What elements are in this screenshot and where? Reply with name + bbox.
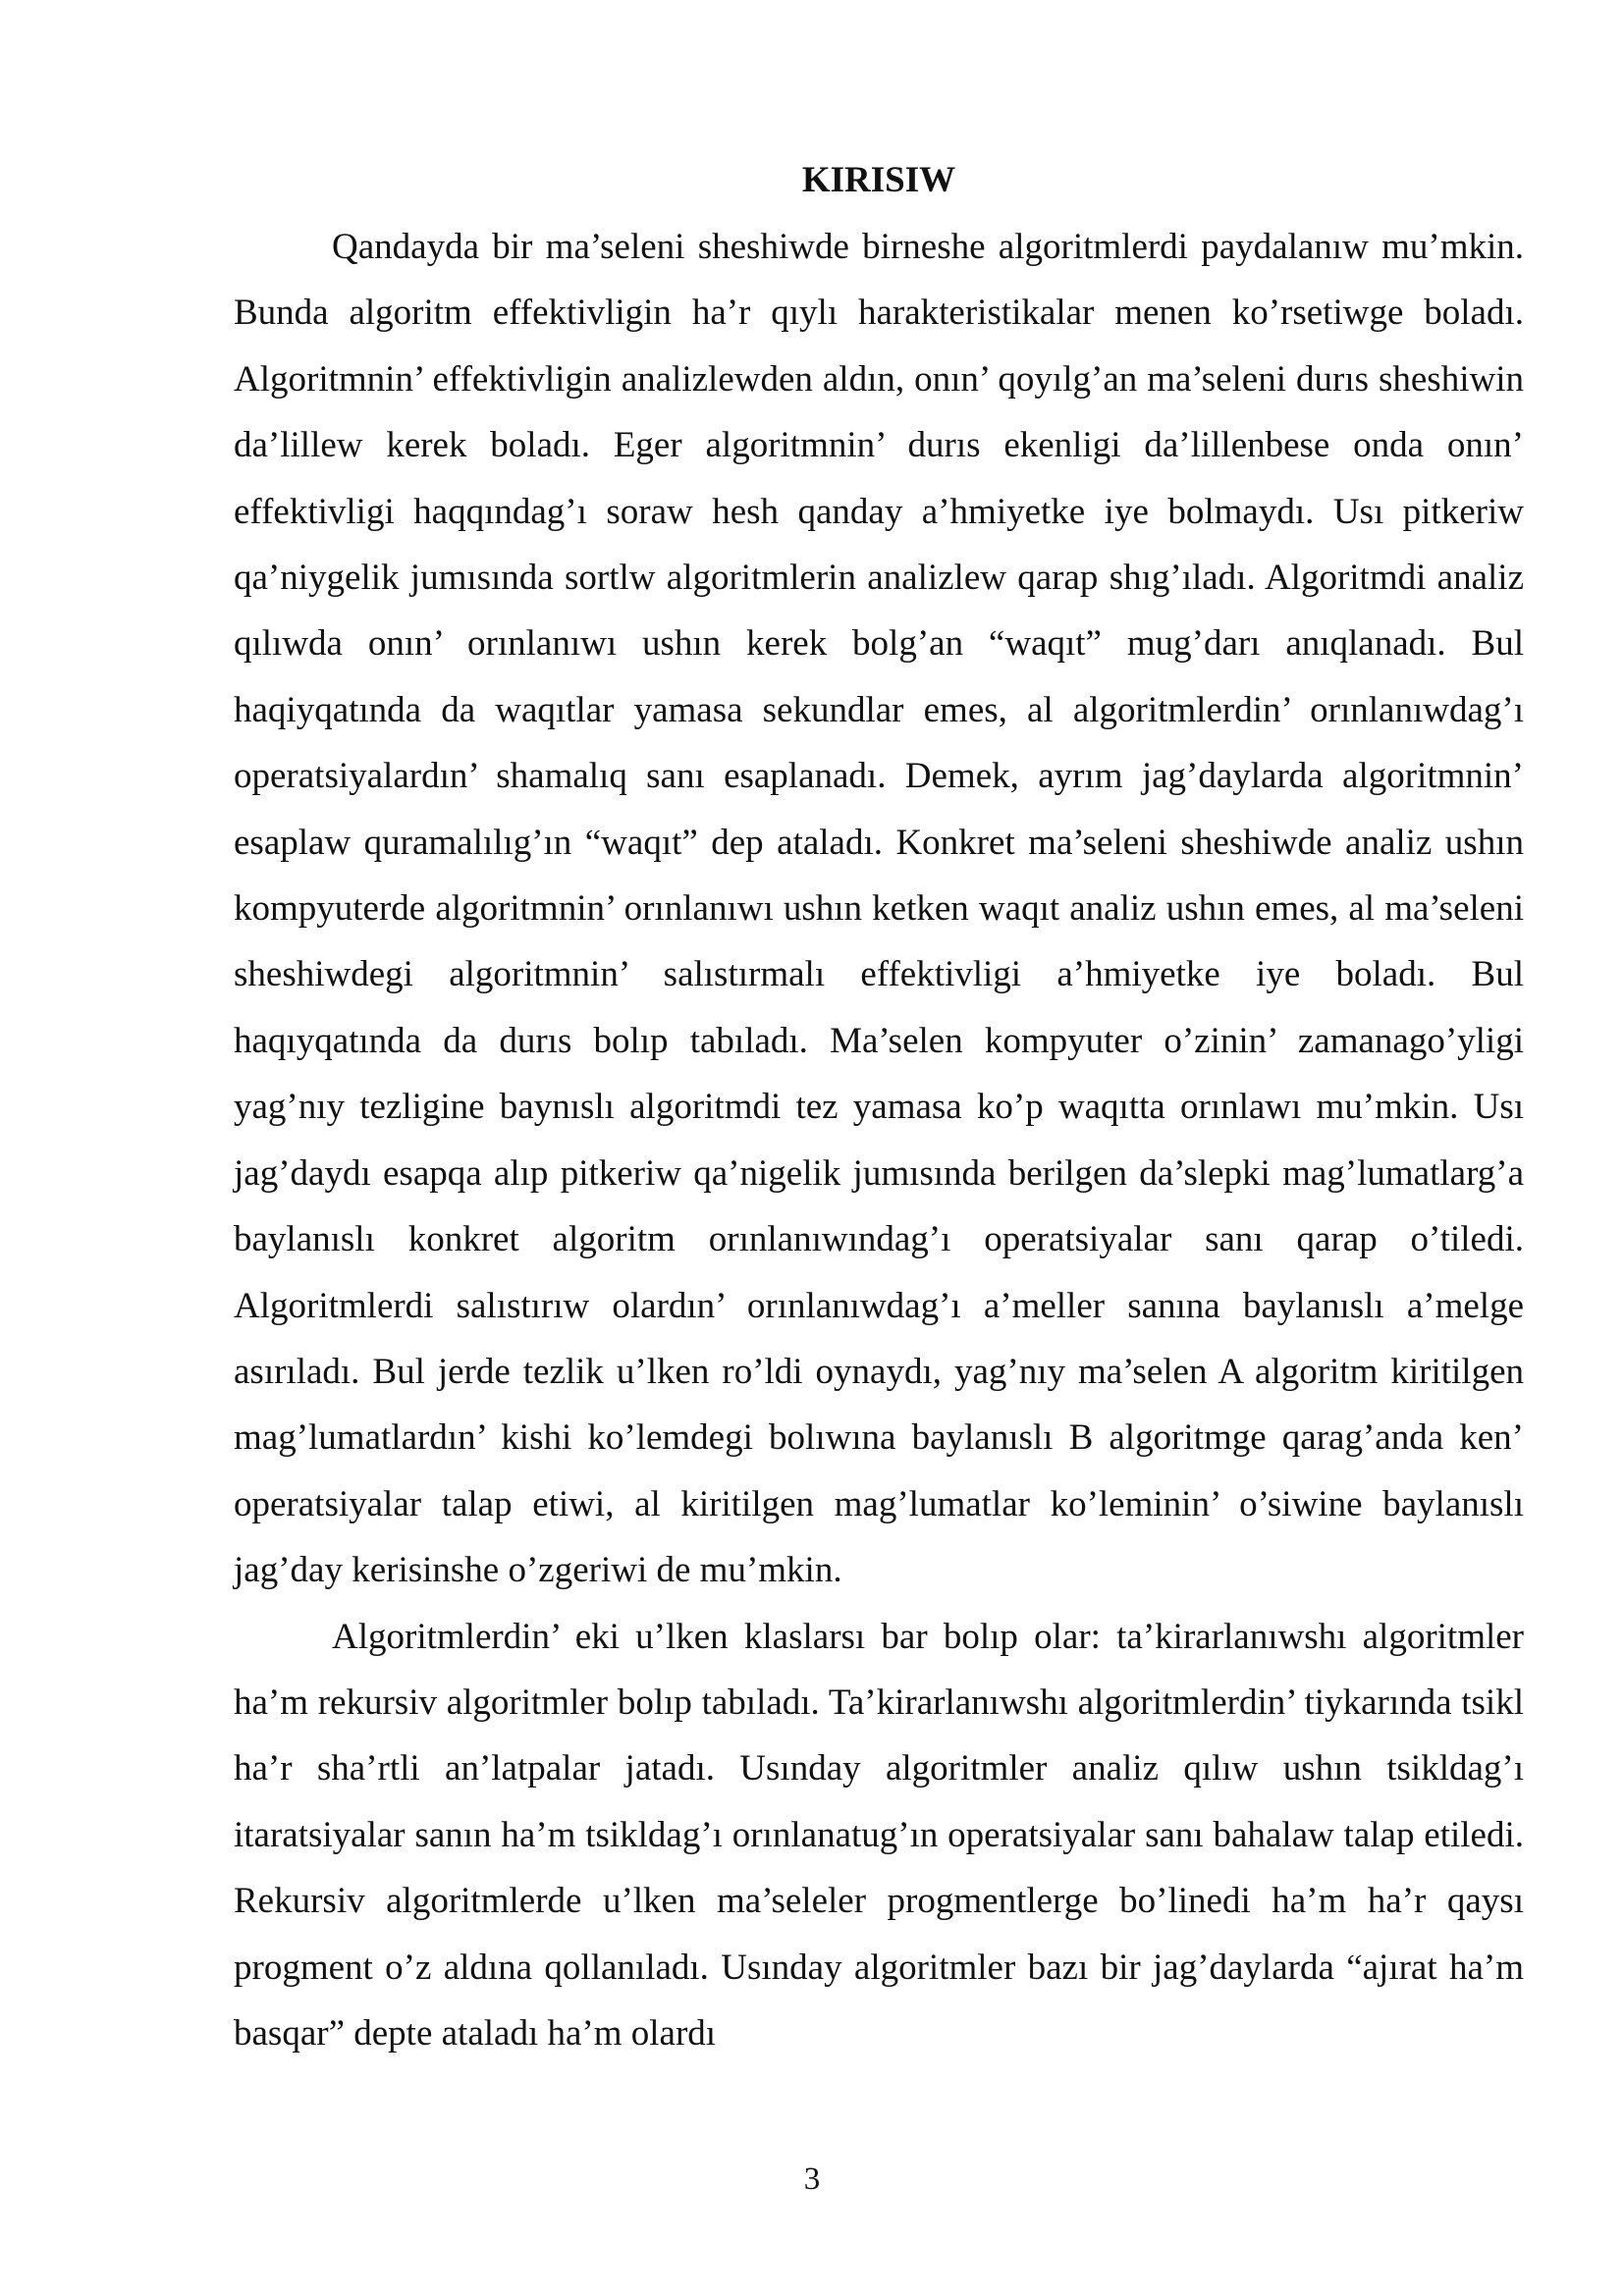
page-number: 3 — [803, 2162, 821, 2197]
paragraph-1: Qandayda bir ma’seleni sheshiwde birneshe algoritmlerdi paydalanıw mu’mkin. Bunda algoritm effektivligin ha’r qıylı harakteristikalar menen ko’rsetiwge boladı. Algoritmnin’ effektivligin analizlewden aldın, onın’ qoyılg’an ma’seleni durıs sheshiwin da’lillew kerek boladı. Eger algoritmnin’ durıs ekenligi da’lillenbese onda onın’ effektivligi haqqındag’ı soraw hesh qanday a’hmiyetke iye bolmaydı. Usı pitkeriw qa’niygelik jumısında sortlw algoritmlerin analizlew qarap shıg’ıladı. Algoritmdi analiz qılıwda onın’ orınlanıwı ushın kerek bolg’an “waqıt” mug’darı anıqlanadı. Bul haqiyqatında da waqıtlar yamasa sekundlar emes, al algoritmlerdin’ orınlanıwdag’ı operatsiyalardın’ shamalıq sanı esaplanadı. Demek, ayrım jag’daylarda algoritmnin’ esaplaw quramalılıg’ın “waqıt” dep ataladı. Konkret ma’seleni sheshiwde analiz ushın kompyuterde algoritmnin’ orınlanıwı ushın ketken waqıt analiz ushın emes, al ma’seleni sheshiwdegi algoritmnin’ salıstırmalı effektivligi a’hmiyetke iye boladı. Bul haqıyqatında da durıs bolıp tabıladı. Ma’selen kompyuter o’zinin’ zamanago’yligi yag’nıy tezligine baynıslı algoritmdi tez yamasa ko’p waqıtta orınlawı mu’mkin. Usı jag’daydı esapqa alıp pitkeriw qa’nigelik jumısında berilgen da’slepki mag’lumatlarg’a baylanıslı konkret algoritm orınlanıwındag’ı operatsiyalar sanı qarap o’tiledi. Algoritmlerdi salıstırıw olardın’ orınlanıwdag’ı a’meller sanına baylanıslı a’melge asırıladı. Bul jerde tezlik u’lken ro’ldi oynaydı, yag’nıy ma’selen A algoritm kiritilgen mag’lumatlardın’ kishi ko’lemdegi bolıwına baylanıslı B algoritmge qarag’anda ken’ operatsiyalar talap etiwi, al kiritilgen mag’lumatlar ko’leminin’ o’siwine baylanıslı jag’day kerisinshe o’zgeriwi de mu’mkin. — [234, 227, 1524, 1591]
section-heading: KIRISIW — [801, 160, 956, 200]
page-body — [234, 153, 1524, 2066]
paragraph-2: Algoritmlerdin’ eki u’lken klaslarsı bar bolıp olar: ta’kirarlanıwshı algoritmler ha’m rekursiv algoritmler bolıp tabıladı. Ta’kirarlanıwshı algoritmlerdin’ tiykarında tsikl ha’r sha’rtli an’latpalar jatadı. Usınday algoritmler analiz qılıw ushın tsikldag’ı itaratsiyalar sanın ha’m tsikldag’ı orınlanatug’ın operatsiyalar sanı bahalaw talap etiledi. Rekursiv algoritmlerde u’lken ma’seleler progmentlerge bo’linedi ha’m ha’r qaysı progment o’z aldına qollanıladı. Usınday algoritmler bazı bir jag’daylarda “ajırat ha’m basqar” depte ataladı ha’m olardı — [234, 1616, 1524, 2054]
